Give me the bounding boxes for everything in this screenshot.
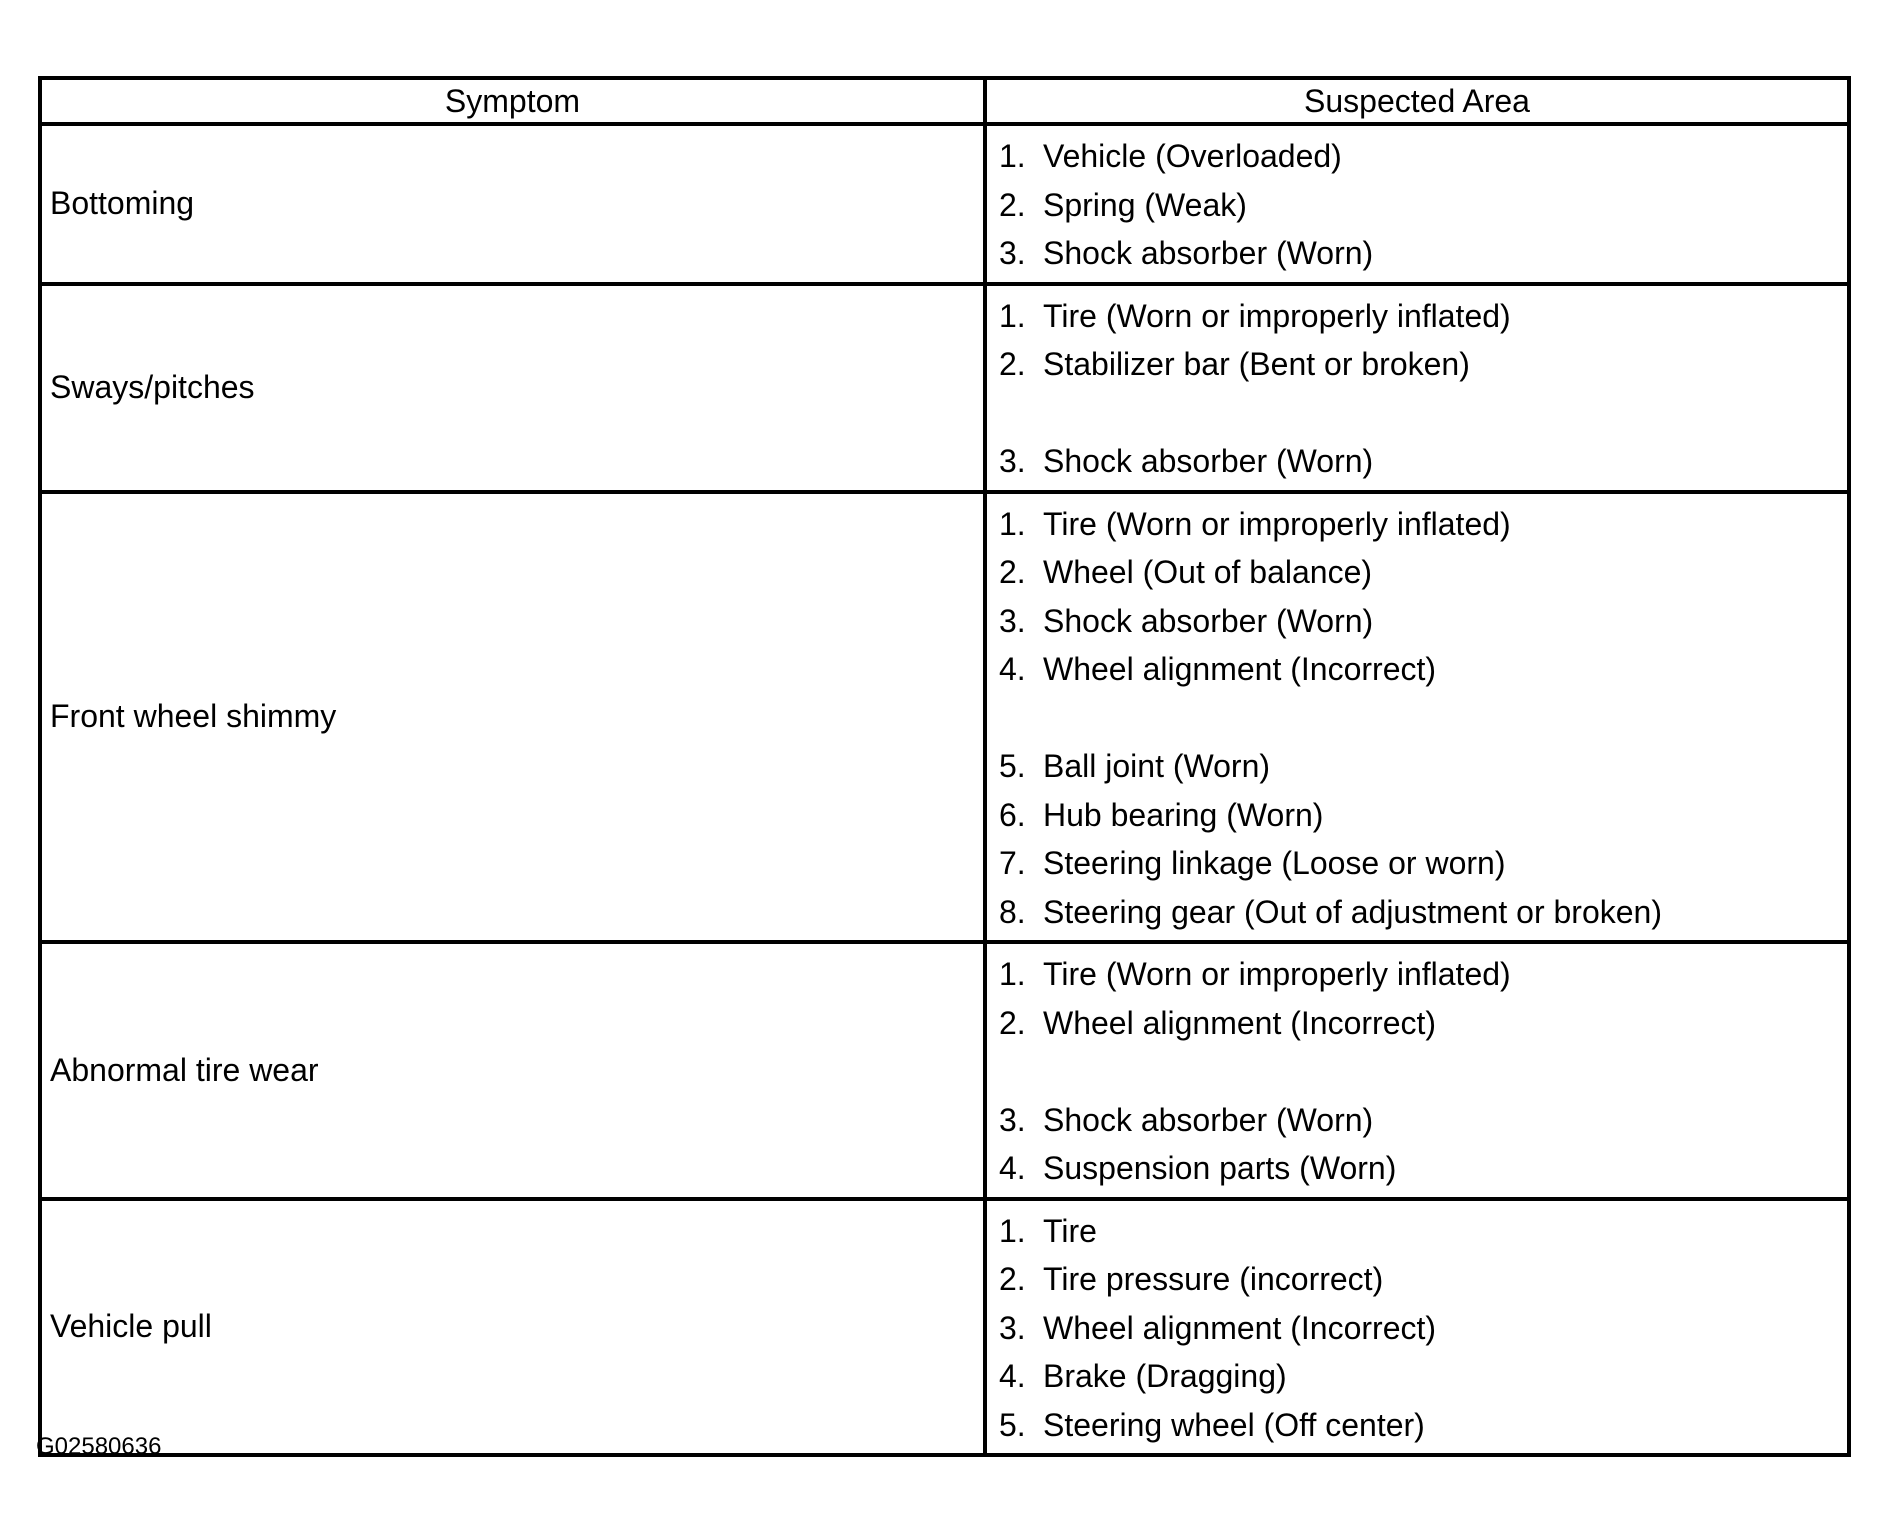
cause-text: Brake (Dragging) — [1043, 1358, 1287, 1394]
cause-item — [999, 950, 1847, 999]
table-row — [40, 124, 1849, 284]
table-row — [40, 942, 1849, 1199]
cause-number: 3. — [999, 235, 1026, 271]
cause-item — [999, 1352, 1847, 1401]
cause-item — [999, 1144, 1847, 1193]
suspected-area-column-header: Suspected Area — [985, 78, 1849, 124]
symptom-cell: Abnormal tire wear — [40, 942, 985, 1199]
cause-text: Steering wheel (Off center) — [1043, 1406, 1425, 1443]
cause-number: 5. — [999, 748, 1026, 784]
cause-text: Ball joint (Worn) — [1043, 748, 1271, 784]
cause-item — [999, 791, 1847, 840]
cause-item — [999, 292, 1847, 341]
cause-number: 2. — [999, 1004, 1026, 1041]
cause-text: Wheel alignment (Incorrect) — [1043, 651, 1437, 687]
cause-item — [999, 999, 1847, 1048]
cause-item — [999, 132, 1847, 181]
cause-number: 6. — [999, 796, 1026, 833]
figure-code: G02580636 — [36, 1433, 162, 1460]
symptom-table — [38, 76, 1851, 1457]
cause-number: 1. — [999, 138, 1026, 174]
cause-item — [999, 645, 1847, 694]
cause-list — [999, 950, 1847, 1193]
cause-number: 5. — [999, 1406, 1026, 1443]
cause-number: 3. — [999, 443, 1026, 479]
cause-text: Shock absorber (Worn) — [1043, 1101, 1374, 1138]
cause-number: 4. — [999, 651, 1026, 687]
cause-list — [999, 500, 1847, 937]
cause-text: Vehicle (Overloaded) — [1043, 138, 1342, 174]
cause-number: 3. — [999, 602, 1026, 639]
cause-list — [999, 1207, 1847, 1450]
cause-text: Wheel alignment (Incorrect) — [1043, 1309, 1437, 1346]
cause-text: Suspension parts (Worn) — [1043, 1150, 1397, 1186]
cause-item — [999, 229, 1847, 278]
table-header-row — [40, 78, 1849, 124]
cause-text: Tire (Worn or improperly inflated) — [1043, 297, 1511, 334]
cause-number: 2. — [999, 186, 1026, 223]
cause-number: 3. — [999, 1309, 1026, 1346]
symptom-cell: Front wheel shimmy — [40, 492, 985, 943]
cause-number: 3. — [999, 1101, 1026, 1138]
cause-number: 7. — [999, 845, 1026, 881]
cause-item — [999, 742, 1847, 791]
suspected-area-cell — [985, 1199, 1849, 1456]
cause-text: Shock absorber (Worn) — [1043, 443, 1374, 479]
cause-item — [999, 181, 1847, 230]
symptom-cell: Bottoming — [40, 124, 985, 284]
table-row — [40, 492, 1849, 943]
cause-number: 2. — [999, 554, 1026, 590]
cause-text: Tire pressure (incorrect) — [1043, 1261, 1384, 1297]
cause-text: Tire — [1043, 1212, 1097, 1249]
table-row — [40, 284, 1849, 492]
cause-number: 1. — [999, 1212, 1026, 1249]
cause-item — [999, 1255, 1847, 1304]
suspected-area-cell — [985, 942, 1849, 1199]
cause-number: 1. — [999, 956, 1026, 992]
cause-text: Steering linkage (Loose or worn) — [1043, 845, 1506, 881]
cause-item — [999, 340, 1847, 389]
symptom-cell: Vehicle pull — [40, 1199, 985, 1456]
cause-number: 1. — [999, 297, 1026, 334]
cause-item — [999, 500, 1847, 549]
cause-list — [999, 132, 1847, 278]
cause-number: 4. — [999, 1358, 1026, 1394]
cause-number: 2. — [999, 346, 1026, 382]
cause-item — [999, 1096, 1847, 1145]
cause-number: 4. — [999, 1150, 1026, 1186]
cause-item — [999, 839, 1847, 888]
cause-text: Spring (Weak) — [1043, 186, 1247, 223]
cause-text: Shock absorber (Worn) — [1043, 235, 1374, 271]
cause-item — [999, 437, 1847, 486]
table-row — [40, 1199, 1849, 1456]
cause-number: 8. — [999, 893, 1026, 930]
cause-number: 1. — [999, 505, 1026, 542]
cause-item — [999, 597, 1847, 646]
cause-item — [999, 1207, 1847, 1256]
cause-text: Shock absorber (Worn) — [1043, 602, 1374, 639]
symptom-cell: Sways/pitches — [40, 284, 985, 492]
cause-text: Wheel alignment (Incorrect) — [1043, 1004, 1437, 1041]
cause-number: 2. — [999, 1261, 1026, 1297]
symptom-column-header: Symptom — [40, 78, 985, 124]
cause-item — [999, 1304, 1847, 1353]
suspected-area-cell — [985, 284, 1849, 492]
cause-text: Stabilizer bar (Bent or broken) — [1043, 346, 1470, 382]
cause-text: Steering gear (Out of adjustment or broken) — [1043, 893, 1662, 930]
cause-item — [999, 1401, 1847, 1450]
cause-text: Tire (Worn or improperly inflated) — [1043, 505, 1511, 542]
cause-text: Wheel (Out of balance) — [1043, 554, 1373, 590]
cause-item — [999, 548, 1847, 597]
cause-text: Hub bearing (Worn) — [1043, 796, 1324, 833]
cause-text: Tire (Worn or improperly inflated) — [1043, 956, 1511, 992]
cause-list — [999, 292, 1847, 486]
cause-item — [999, 888, 1847, 937]
suspected-area-cell — [985, 124, 1849, 284]
suspected-area-cell — [985, 492, 1849, 943]
